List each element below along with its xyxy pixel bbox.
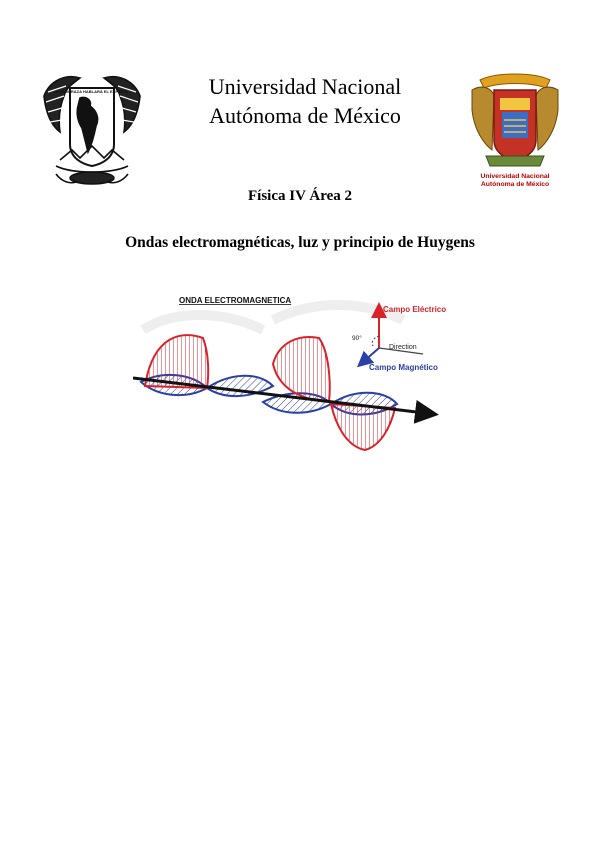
document-subtitle: Ondas electromagnéticas, luz y principio de Huygens [125,234,475,251]
unam-seal-logo [36,66,148,190]
electric-field-label: Campo Eléctrico [383,305,447,314]
university-title-line1: Universidad Nacional [208,74,402,99]
figure-title: ONDA ELECTROMAGNETICA [179,296,292,305]
course-title: Física IV Área 2 [247,188,353,204]
seal-motto: POR MI RAZA HABLARÁ EL ESPÍRITU [55,89,129,94]
direction-label: Direction [389,344,417,351]
faculty-seal-logo [466,70,564,192]
angle-label: 90° [352,335,362,342]
university-title-line2: Autónoma de México [209,103,401,128]
em-wave-figure [133,290,447,458]
faculty-caption-line1: Universidad Nacional [480,173,550,180]
university-title [180,72,430,130]
faculty-caption-line2: Autónoma de México [480,181,550,188]
magnetic-field-label: Campo Magnético [369,363,438,372]
